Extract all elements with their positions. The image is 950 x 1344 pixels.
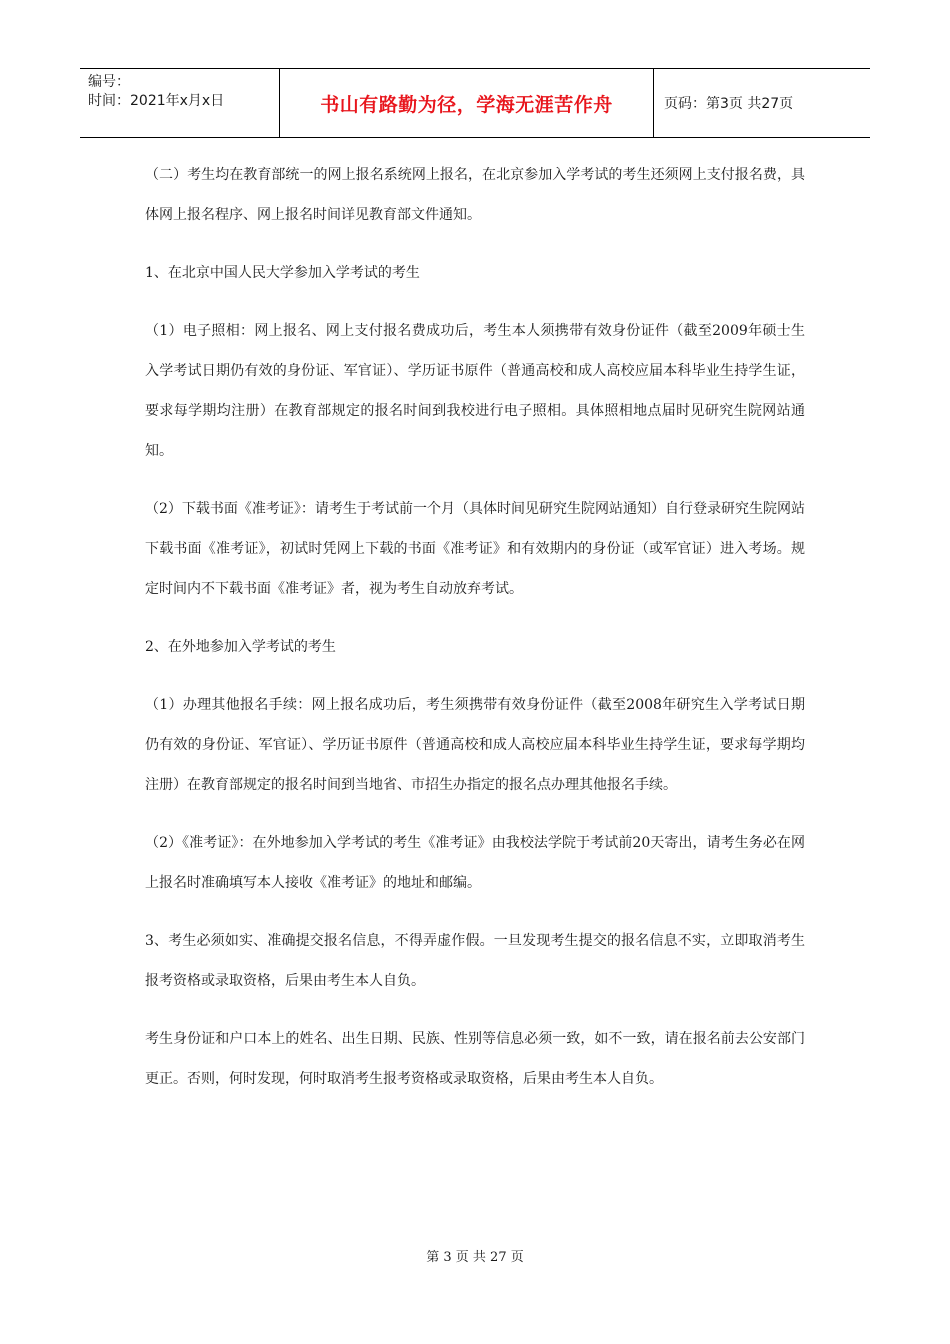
paragraph-other-procedures: （1）办理其他报名手续：网上报名成功后，考生须携带有效身份证件（截至2008年研究生入学考试日期仍有效的身份证、军官证）、学历证书原件（普通高校和成人高校应届本科毕业生持学生证，要求每学期均注册）在教育部规定的报名时间到当地省、市招生办指定的报名点办理其他报名手续。 — [145, 697, 805, 793]
paragraph-photo: （1）电子照相：网上报名、网上支付报名费成功后，考生本人须携带有效身份证件（截至2009年硕士生入学考试日期仍有效的身份证、军官证）、学历证书原件（普通高校和成人高校应届本科毕业生持学生证，要求每学期均注册）在教育部规定的报名时间到我校进行电子照相。具体照相地点届时见研究生院网站通知。 — [145, 323, 805, 459]
header-motto: 书山有路勤为径，学海无涯苦作舟 — [280, 69, 654, 137]
paragraph-identity-consistency: 考生身份证和户口本上的姓名、出生日期、民族、性别等信息必须一致，如不一致，请在报名前去公安部门更正。否则，何时发现，何时取消考生报考资格或录取资格，后果由考生本人自负。 — [145, 1031, 805, 1087]
code-label: 编号： — [88, 74, 130, 90]
document-header — [80, 68, 870, 138]
page-footer: 第 3 页 共 27 页 — [426, 1250, 524, 1265]
paragraph-accurate-information: 3、考生必须如实、准确提交报名信息，不得弄虚作假。一旦发现考生提交的报名信息不实，立即取消考生报考资格或录取资格，后果由考生本人自负。 — [145, 933, 805, 989]
paragraph-admission-ticket-mailing: （2）《准考证》：在外地参加入学考试的考生《准考证》由我校法学院于考试前20天寄出，请考生务必在网上报名时准确填写本人接收《准考证》的地址和邮编。 — [145, 835, 805, 891]
section-heading-beijing: 1、在北京中国人民大学参加入学考试的考生 — [145, 265, 420, 281]
header-page-info: 页码：第3页 共27页 — [664, 96, 794, 112]
document-body — [145, 155, 805, 1117]
header-meta-cell — [80, 69, 280, 137]
section-heading-other-regions: 2、在外地参加入学考试的考生 — [145, 639, 336, 655]
paragraph-online-registration: （二）考生均在教育部统一的网上报名系统网上报名，在北京参加入学考试的考生还须网上支付报名费，具体网上报名程序、网上报名时间详见教育部文件通知。 — [145, 167, 805, 223]
date-label: 时间：2021年x月x日 — [88, 93, 225, 109]
paragraph-admission-ticket-download: （2）下载书面《准考证》：请考生于考试前一个月（具体时间见研究生院网站通知）自行登录研究生院网站下载书面《准考证》，初试时凭网上下载的书面《准考证》和有效期内的身份证（或军官证）进入考场。规定时间内不下载书面《准考证》者，视为考生自动放弃考试。 — [145, 501, 805, 597]
